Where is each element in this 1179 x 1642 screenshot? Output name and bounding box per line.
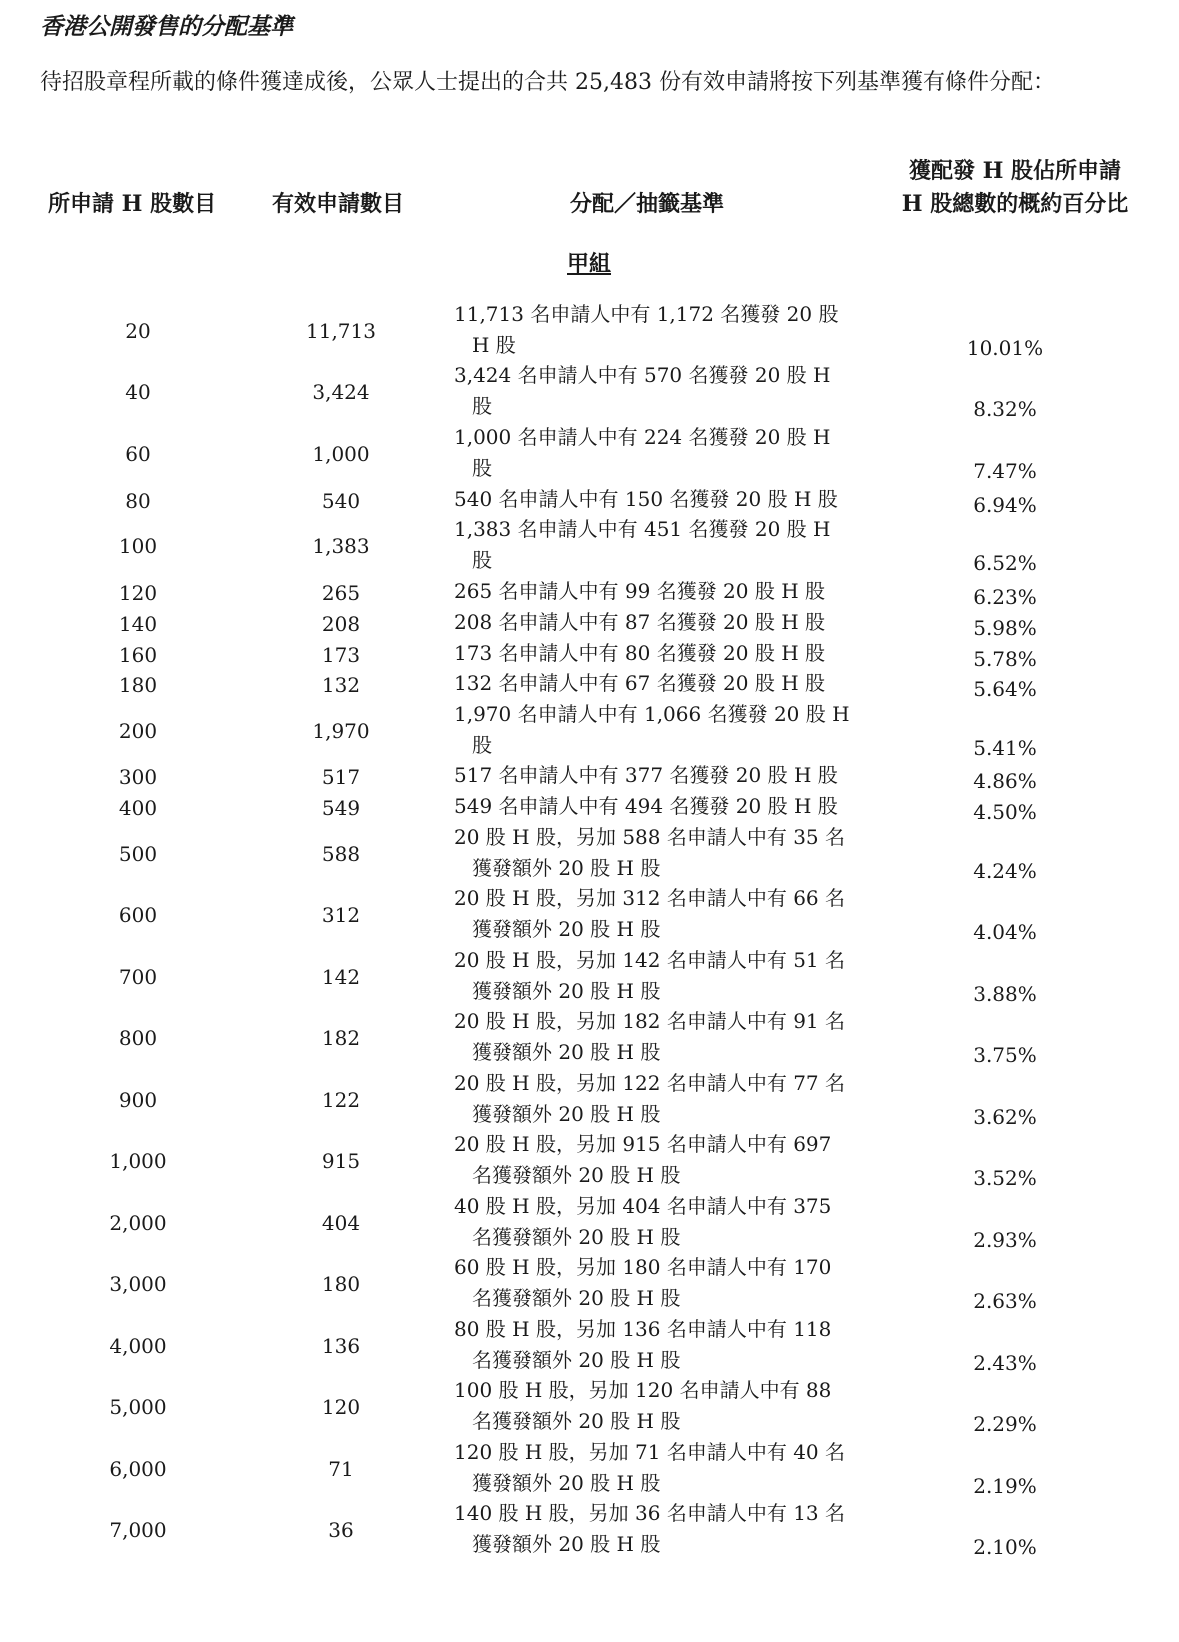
valid-applications-cell: 1,000 [312,442,370,466]
shares-applied-cell: 600 [118,903,158,927]
allocation-basis-line1: 20 股 H 股，另加 312 名申請人中有 66 名 [454,886,846,910]
header-percentage-line2: H 股總數的概約百分比 [901,191,1129,217]
allocation-basis-line1: 20 股 H 股，另加 915 名申請人中有 697 [454,1132,832,1156]
percentage-cell: 2.29% [973,1412,1037,1436]
allocation-basis-line2: 獲發額外 20 股 H 股 [472,917,661,941]
shares-applied-cell: 60 [125,442,151,466]
allocation-basis-line1: 540 名申請人中有 150 名獲發 20 股 H 股 [454,487,838,511]
percentage-cell: 4.24% [973,859,1037,883]
percentage-cell: 5.98% [973,616,1037,640]
percentage-cell: 2.10% [973,1535,1037,1559]
allocation-basis-cell [454,1068,879,1130]
allocation-basis-cell [454,484,879,515]
allocation-basis-line1: 80 股 H 股，另加 136 名申請人中有 118 [454,1317,832,1341]
shares-applied-cell: 80 [125,489,151,513]
header-shares-applied: 所申請 H 股數目 [48,191,217,217]
header-allocation-basis: 分配／抽籤基準 [570,191,725,217]
allocation-basis-cell [454,822,879,884]
valid-applications-cell: 136 [321,1334,361,1358]
allocation-basis-line1: 517 名申請人中有 377 名獲發 20 股 H 股 [454,763,838,787]
shares-applied-cell: 160 [118,643,158,667]
valid-applications-cell: 122 [321,1088,361,1112]
section-heading: 香港公開發售的分配基準 [40,13,293,40]
allocation-basis-line1: 173 名申請人中有 80 名獲發 20 股 H 股 [454,641,826,665]
header-valid-applications: 有效申請數目 [272,191,405,217]
valid-applications-cell: 120 [321,1395,361,1419]
percentage-cell: 6.52% [973,551,1037,575]
percentage-cell: 2.63% [973,1289,1037,1313]
percentage-cell: 3.75% [973,1043,1037,1067]
allocation-basis-line2: 獲發額外 20 股 H 股 [472,856,661,880]
shares-applied-cell: 200 [118,719,158,743]
allocation-basis-cell [454,360,879,422]
shares-applied-cell: 1,000 [109,1149,167,1173]
shares-applied-cell: 40 [125,380,151,404]
allocation-basis-cell [454,1498,879,1560]
allocation-basis-line1: 60 股 H 股，另加 180 名申請人中有 170 [454,1255,832,1279]
valid-applications-cell: 404 [321,1211,361,1235]
valid-applications-cell: 142 [321,965,361,989]
percentage-cell: 2.19% [973,1474,1037,1498]
allocation-basis-line1: 1,383 名申請人中有 451 名獲發 20 股 H [454,517,831,541]
allocation-basis-line2: 名獲發額外 20 股 H 股 [472,1409,681,1433]
percentage-cell: 6.94% [973,493,1037,517]
percentage-cell: 3.88% [973,982,1037,1006]
allocation-basis-line2: 股 [472,733,492,757]
shares-applied-cell: 140 [118,612,158,636]
valid-applications-cell: 517 [321,765,361,789]
allocation-basis-cell [454,1437,879,1499]
valid-applications-cell: 540 [321,489,361,513]
allocation-basis-cell [454,791,879,822]
shares-applied-cell: 300 [118,765,158,789]
percentage-cell: 5.64% [973,677,1037,701]
allocation-basis-line2: 獲發額外 20 股 H 股 [472,1040,661,1064]
valid-applications-cell: 588 [321,842,361,866]
allocation-basis-line1: 20 股 H 股，另加 182 名申請人中有 91 名 [454,1009,846,1033]
allocation-basis-cell [454,1191,879,1253]
allocation-basis-cell [454,576,879,607]
shares-applied-cell: 500 [118,842,158,866]
valid-applications-cell: 132 [321,673,361,697]
shares-applied-cell: 120 [118,581,158,605]
allocation-basis-line1: 549 名申請人中有 494 名獲發 20 股 H 股 [454,794,838,818]
allocation-basis-cell [454,607,879,638]
allocation-basis-line1: 120 股 H 股，另加 71 名申請人中有 40 名 [454,1440,846,1464]
allocation-basis-cell [454,883,879,945]
header-percentage-line1: 獲配發 H 股佔所申請 [908,158,1122,184]
percentage-cell: 4.04% [973,920,1037,944]
shares-applied-cell: 800 [118,1026,158,1050]
valid-applications-cell: 915 [321,1149,361,1173]
allocation-basis-line2: 股 [472,548,492,572]
valid-applications-cell: 173 [321,643,361,667]
allocation-basis-line1: 3,424 名申請人中有 570 名獲發 20 股 H [454,363,831,387]
percentage-cell: 4.50% [973,800,1037,824]
allocation-basis-line1: 1,970 名申請人中有 1,066 名獲發 20 股 H [454,702,850,726]
valid-applications-cell: 208 [321,612,361,636]
allocation-basis-line1: 100 股 H 股，另加 120 名申請人中有 88 [454,1378,832,1402]
allocation-basis-line1: 132 名申請人中有 67 名獲發 20 股 H 股 [454,671,826,695]
percentage-cell: 5.41% [973,736,1037,760]
valid-applications-cell: 265 [321,581,361,605]
allocation-basis-cell [454,1252,879,1314]
allocation-basis-line1: 208 名申請人中有 87 名獲發 20 股 H 股 [454,610,826,634]
allocation-basis-line1: 265 名申請人中有 99 名獲發 20 股 H 股 [454,579,826,603]
shares-applied-cell: 400 [118,796,158,820]
allocation-basis-line2: 名獲發額外 20 股 H 股 [472,1163,681,1187]
shares-applied-cell: 5,000 [109,1395,167,1419]
valid-applications-cell: 1,970 [312,719,370,743]
allocation-basis-line1: 20 股 H 股，另加 142 名申請人中有 51 名 [454,948,846,972]
percentage-cell: 2.43% [973,1351,1037,1375]
allocation-basis-cell [454,1006,879,1068]
allocation-basis-line2: H 股 [472,333,516,357]
valid-applications-cell: 3,424 [312,380,370,404]
header-percentage [880,155,1150,221]
allocation-basis-line2: 名獲發額外 20 股 H 股 [472,1225,681,1249]
shares-applied-cell: 900 [118,1088,158,1112]
allocation-basis-line2: 獲發額外 20 股 H 股 [472,1532,661,1556]
shares-applied-cell: 7,000 [109,1518,167,1542]
shares-applied-cell: 2,000 [109,1211,167,1235]
intro-paragraph: 待招股章程所載的條件獲達成後，公眾人士提出的合共 25,483 份有效申請將按下列基準獲有條件分配： [40,70,1055,95]
shares-applied-cell: 100 [118,534,158,558]
percentage-cell: 7.47% [973,459,1037,483]
percentage-cell: 10.01% [966,336,1044,360]
allocation-basis-line2: 名獲發額外 20 股 H 股 [472,1348,681,1372]
percentage-cell: 3.62% [973,1105,1037,1129]
allocation-basis-line1: 1,000 名申請人中有 224 名獲發 20 股 H [454,425,831,449]
valid-applications-cell: 312 [321,903,361,927]
allocation-basis-cell [454,945,879,1007]
valid-applications-cell: 1,383 [312,534,370,558]
percentage-cell: 2.93% [973,1228,1037,1252]
percentage-cell: 3.52% [973,1166,1037,1190]
valid-applications-cell: 71 [328,1457,354,1481]
shares-applied-cell: 20 [125,319,151,343]
group-label: 甲組 [567,251,612,277]
shares-applied-cell: 700 [118,965,158,989]
valid-applications-cell: 180 [321,1272,361,1296]
allocation-basis-line2: 股 [472,456,492,480]
allocation-basis-line2: 獲發額外 20 股 H 股 [472,1102,661,1126]
allocation-basis-line2: 名獲發額外 20 股 H 股 [472,1286,681,1310]
allocation-basis-cell [454,422,879,484]
allocation-basis-line2: 獲發額外 20 股 H 股 [472,1471,661,1495]
shares-applied-cell: 180 [118,673,158,697]
valid-applications-cell: 182 [321,1026,361,1050]
allocation-basis-line1: 20 股 H 股，另加 588 名申請人中有 35 名 [454,825,846,849]
percentage-cell: 8.32% [973,397,1037,421]
allocation-basis-line1: 140 股 H 股，另加 36 名申請人中有 13 名 [454,1501,846,1525]
percentage-cell: 5.78% [973,647,1037,671]
shares-applied-cell: 4,000 [109,1334,167,1358]
allocation-basis-cell [454,514,879,576]
allocation-basis-line1: 20 股 H 股，另加 122 名申請人中有 77 名 [454,1071,846,1095]
allocation-basis-cell [454,1129,879,1191]
percentage-cell: 6.23% [973,585,1037,609]
allocation-basis-cell [454,668,879,699]
allocation-basis-line2: 股 [472,394,492,418]
allocation-basis-line1: 40 股 H 股，另加 404 名申請人中有 375 [454,1194,832,1218]
allocation-basis-cell [454,638,879,669]
shares-applied-cell: 3,000 [109,1272,167,1296]
allocation-basis-cell [454,299,879,361]
valid-applications-cell: 36 [328,1518,354,1542]
valid-applications-cell: 549 [321,796,361,820]
valid-applications-cell: 11,713 [306,319,376,343]
allocation-basis-cell [454,1314,879,1376]
percentage-cell: 4.86% [973,769,1037,793]
allocation-basis-cell [454,699,879,761]
allocation-basis-cell [454,760,879,791]
allocation-basis-cell [454,1375,879,1437]
shares-applied-cell: 6,000 [109,1457,167,1481]
allocation-basis-line1: 11,713 名申請人中有 1,172 名獲發 20 股 [454,302,839,326]
allocation-basis-line2: 獲發額外 20 股 H 股 [472,979,661,1003]
